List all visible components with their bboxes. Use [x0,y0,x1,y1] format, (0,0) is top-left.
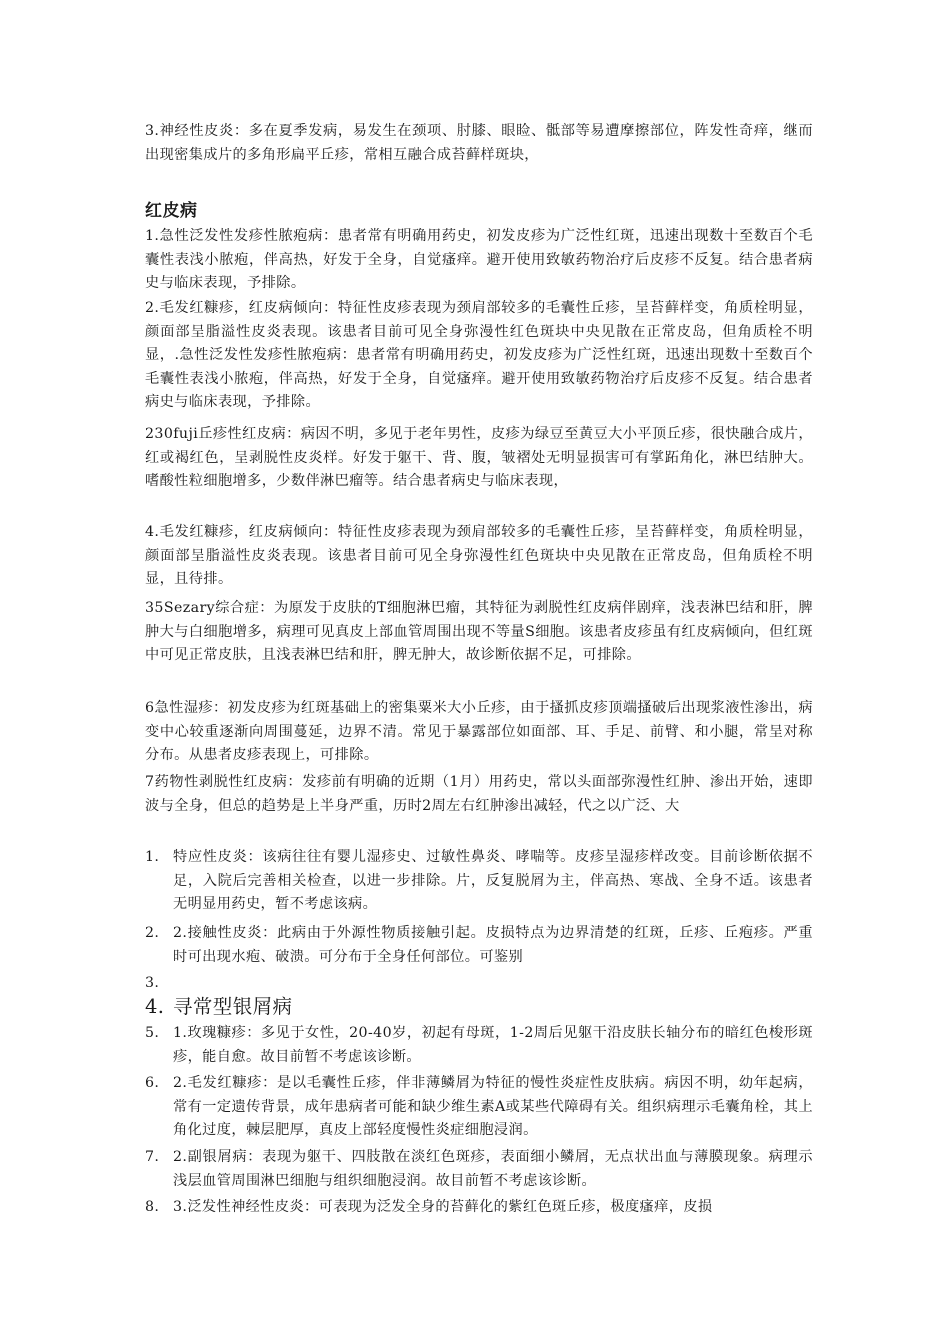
list-number: 8. [145,1199,160,1215]
list-number: 3. [145,975,160,991]
list-number: 7. [145,1149,160,1165]
list-item [145,1072,813,1143]
list-item [145,1146,813,1193]
list-number: 6. [145,1075,160,1091]
list-text: 特应性皮炎：该病往往有婴儿湿疹史、过敏性鼻炎、哮喘等。皮疹呈湿疹样改变。目前诊断依据不足，入院后完善相关检查，以进一步排除。片，反复脱屑为主，伴高热、寒战、全身不适。该患者无明显用药史，暂不考虑该病。 [173,849,813,912]
paragraph-prp-1: 2.毛发红糠疹，红皮病倾向：特征性皮疹表现为颈肩部较多的毛囊性丘疹，呈苔藓样变，角质栓明显，颜面部呈脂溢性皮炎表现。该患者目前可见全身弥漫性红色斑块中央见散在正常皮岛，但角质栓不明显，.急性泛发性发疹性脓疱病：患者常有明确用药史，初发皮疹为广泛性红斑，迅速出现数十至数百个毛囊性表浅小脓疱，伴高热，好发于全身，自觉瘙痒。避开使用致敏药物治疗后皮疹不反复。结合患者病史与临床表现，予排除。 [145,300,813,410]
list-number: 4. [145,995,165,1018]
section-heading-psoriasis: 寻常型银屑病 [173,995,293,1018]
list-item [145,846,813,917]
paragraph-neurodermatitis: 3.神经性皮炎：多在夏季发病，易发生在颈项、肘膝、眼睑、骶部等易遭摩擦部位，阵发性奇痒，继而出现密集成片的多角形扁平丘疹，常相互融合成苔藓样斑块， [145,123,813,163]
paragraph-prp-2: 4.毛发红糠疹，红皮病倾向：特征性皮疹表现为颈肩部较多的毛囊性丘疹，呈苔藓样变，角质栓明显，颜面部呈脂溢性皮炎表现。该患者目前可见全身弥漫性红色斑块中央见散在正常皮岛，但角质栓不明显，且待排。 [145,524,813,587]
list-text: 3.泛发性神经性皮炎：可表现为泛发全身的苔藓化的紫红色斑丘疹，极度瘙痒，皮损 [173,1199,713,1215]
list-text: 2.副银屑病：表现为躯干、四肢散在淡红色斑疹，表面细小鳞屑，无点状出血与薄膜现象。病理示浅层血管周围淋巴细胞与组织细胞浸润。故目前暂不考虑该诊断。 [173,1149,813,1189]
section-heading-erythroderma: 红皮病 [145,201,198,221]
list-number: 2. [145,925,160,941]
list-number: 1. [145,849,160,865]
list-item-heading [145,994,813,1020]
list-text: 2.毛发红糠疹：是以毛囊性丘疹，伴非薄鳞屑为特征的慢性炎症性皮肤病。病因不明，幼年起病，常有一定遗传背景，成年患病者可能和缺少维生素A或某些代障碍有关。组织病理示毛囊角栓，其上角化过度，棘层肥厚，真皮上部轻度慢性炎症细胞浸润。 [173,1075,813,1138]
list-item [145,1196,813,1220]
paragraph-sezary: 35Sezary综合症：为原发于皮肤的T细胞淋巴瘤，其特征为剥脱性红皮病伴剧痒，浅表淋巴结和肝，脾肿大与白细胞增多，病理可见真皮上部血管周围出现不等量S细胞。该患者皮疹虽有红皮病倾向，但红斑中可见正常皮肤，且浅表淋巴结和肝，脾无肿大，故诊断依据不足，可排除。 [145,600,813,663]
paragraph-drug-erythroderma: 7药物性剥脱性红皮病：发疹前有明确的近期（1月）用药史，常以头面部弥漫性红肿、渗出开始，速即波与全身，但总的趋势是上半身严重，历时2周左右红肿渗出减轻，代之以广泛、大 [145,774,813,814]
list-number: 5. [145,1025,160,1041]
list-text: 2.接触性皮炎：此病由于外源性物质接触引起。皮损特点为边界清楚的红斑，丘疹、丘疱疹。严重时可出现水疱、破溃。可分布于全身任何部位。可鉴别 [173,925,813,965]
list-item [145,1022,813,1069]
paragraph-agep: 1.急性泛发性发疹性脓疱病：患者常有明确用药史，初发皮疹为广泛性红斑，迅速出现数十至数百个毛囊性表浅小脓疱，伴高热，好发于全身，自觉瘙痒。避开使用致敏药物治疗后皮疹不反复。结合患者病史与临床表现，予排除。 [145,228,813,291]
list-text: 1.玫瑰糠疹：多见于女性，20-40岁，初起有母斑，1-2周后见躯干沿皮肤长轴分布的暗红色梭形斑疹，能自愈。故目前暂不考虑该诊断。 [173,1025,813,1065]
paragraph-papuloerythroderma: 230fuji丘疹性红皮病：病因不明，多见于老年男性，皮疹为绿豆至黄豆大小平顶丘疹，很快融合成片，红或褐红色，呈剥脱性皮炎样。好发于躯干、背、腹，皱褶处无明显损害可有掌跖角化，淋巴结肿大。嗜酸性粒细胞增多，少数伴淋巴瘤等。结合患者病史与临床表现， [145,426,813,489]
list-item [145,922,813,969]
paragraph-acute-eczema: 6急性湿疹：初发皮疹为红斑基础上的密集粟米大小丘疹，由于搔抓皮疹顶端搔破后出现浆液性渗出，病变中心较重逐渐向周围蔓延，边界不清。常见于暴露部位如面部、耳、手足、前臂、和小腿，常呈对称分布。从患者皮疹表现上，可排除。 [145,700,813,763]
